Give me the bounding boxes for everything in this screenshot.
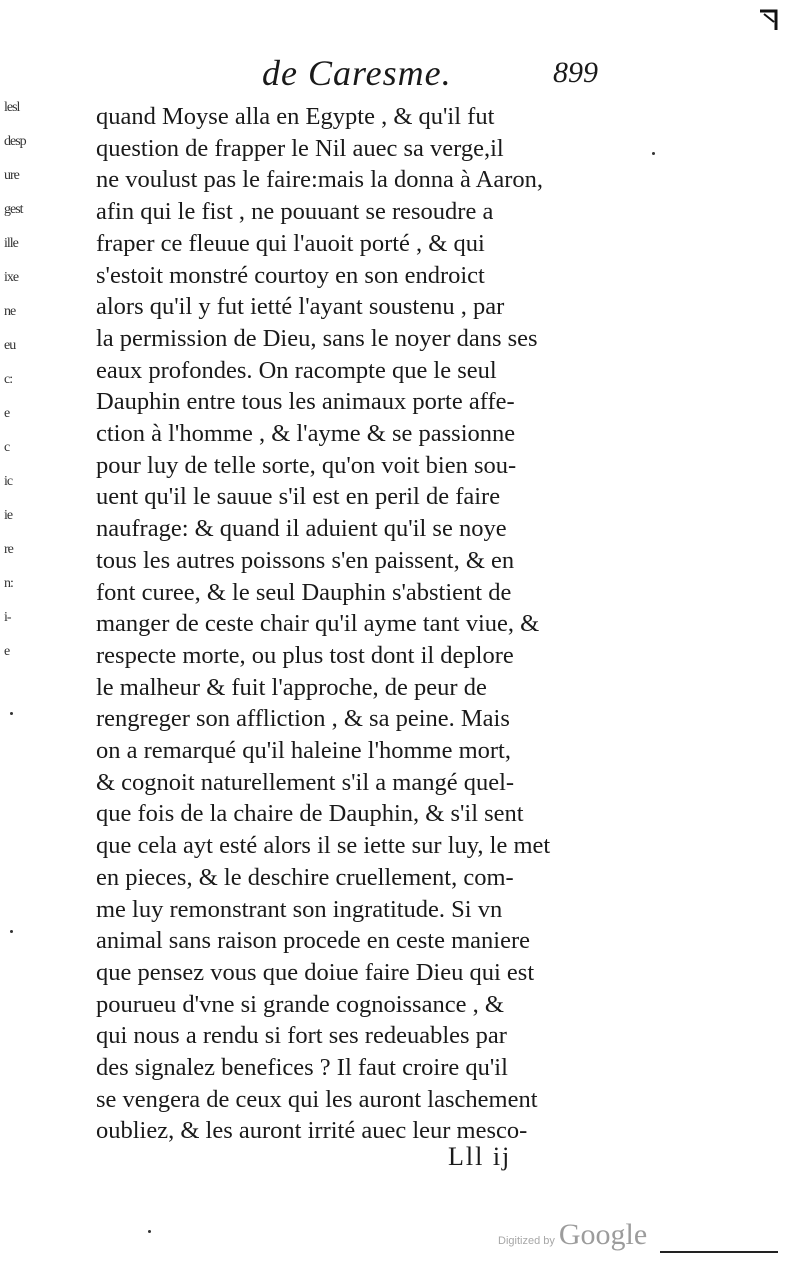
page-number: 899 [553, 56, 598, 89]
text-line: en pieces, & le deschire cruellement, com- [96, 863, 514, 891]
margin-fragment: i- [4, 610, 11, 625]
text-line: on a remarqué qu'il haleine l'homme mort, [96, 737, 511, 764]
text-line: naufrage: & quand il aduient qu'il se noye [96, 515, 507, 543]
scan-edge-line [660, 1251, 778, 1253]
text-line: que cela ayt esté alors il se iette sur luy, le met [96, 832, 551, 860]
print-speck [10, 712, 13, 715]
margin-fragment: ic [4, 474, 13, 489]
page-header [262, 52, 622, 100]
text-line: font curee, & le seul Dauphin s'abstient de [96, 578, 512, 606]
print-speck [148, 1230, 151, 1233]
text-line: quand Moyse alla en Egypte , & qu'il fut [96, 103, 495, 130]
text-line: tous les autres poissons s'en paissent, & en [96, 546, 515, 574]
margin-fragment: gest [4, 202, 23, 217]
text-line: la permission de Dieu, sans le noyer dans ses [96, 324, 538, 352]
margin-fragment: desp [4, 134, 26, 149]
margin-fragment: e [4, 644, 10, 659]
text-line: eaux profondes. On racompte que le seul [96, 356, 497, 384]
text-line: des signalez benefices ? Il faut croire qu'il [96, 1054, 508, 1081]
corner-mark-icon [758, 8, 778, 32]
margin-fragment: ille [4, 236, 18, 251]
margin-fragment: lesl [4, 100, 20, 115]
text-line: ction à l'homme , & l'ayme & se passionne [96, 420, 516, 447]
text-line: & cognoit naturellement s'il a mangé quel- [96, 768, 515, 796]
text-line: animal sans raison procede en ceste maniere [96, 927, 531, 955]
text-line: respecte morte, ou plus tost dont il deplore [96, 641, 514, 669]
text-line: Dauphin entre tous les animaux porte affe- [96, 388, 515, 416]
margin-fragment: ixe [4, 270, 19, 285]
margin-fragment: e [4, 406, 10, 421]
text-line: oubliez, & les auront irrité auec leur mesco- [96, 1117, 528, 1145]
text-line: pourueu d'vne si grande cognoissance , & [96, 990, 504, 1018]
margin-fragment: c [4, 440, 10, 455]
watermark-prefix: Digitized by [498, 1235, 555, 1247]
signature-mark: Lll ij [448, 1142, 512, 1171]
margin-fragment: n: [4, 576, 13, 591]
text-line: me luy remonstrant son ingratitude. Si vn [96, 895, 503, 923]
text-line: qui nous a rendu si fort ses redeuables par [96, 1022, 507, 1050]
text-line: que fois de la chaire de Dauphin, & s'il sent [96, 800, 524, 828]
text-line: s'estoit monstré courtoy en son endroict [96, 261, 485, 289]
text-line: ne voulust pas le faire:mais la donna à Aaron, [96, 166, 543, 194]
text-line: se vengera de ceux qui les auront laschement [96, 1085, 538, 1113]
margin-fragment: ure [4, 168, 19, 183]
digitization-watermark [498, 1218, 647, 1254]
text-line: rengreger son affliction , & sa peine. Mais [96, 705, 510, 733]
running-title: de Caresme. [262, 53, 452, 93]
text-line: question de frapper le Nil auec sa verge,il [96, 134, 504, 162]
text-line: alors qu'il y fut ietté l'ayant soustenu , par [96, 293, 505, 321]
margin-fragment: re [4, 542, 13, 557]
margin-fragment: eu [4, 338, 16, 353]
text-line: uent qu'il le sauue s'il est en peril de faire [96, 483, 501, 511]
text-line: manger de ceste chair qu'il ayme tant viue, & [96, 610, 540, 638]
print-speck [652, 152, 655, 155]
text-line: fraper ce fleuue qui l'auoit porté , & qui [96, 229, 485, 257]
text-line: le malheur & fuit l'approche, de peur de [96, 673, 487, 701]
margin-fragment: ie [4, 508, 13, 523]
text-line: pour luy de telle sorte, qu'on voit bien sou- [96, 451, 517, 479]
watermark-brand: Google [558, 1218, 648, 1251]
margin-fragment: c: [4, 372, 13, 387]
print-speck [10, 930, 13, 933]
margin-fragment: ne [4, 304, 16, 319]
text-line: que pensez vous que doiue faire Dieu qui est [96, 958, 535, 986]
text-line: afin qui le fist , ne pouuant se resoudre a [96, 198, 494, 226]
